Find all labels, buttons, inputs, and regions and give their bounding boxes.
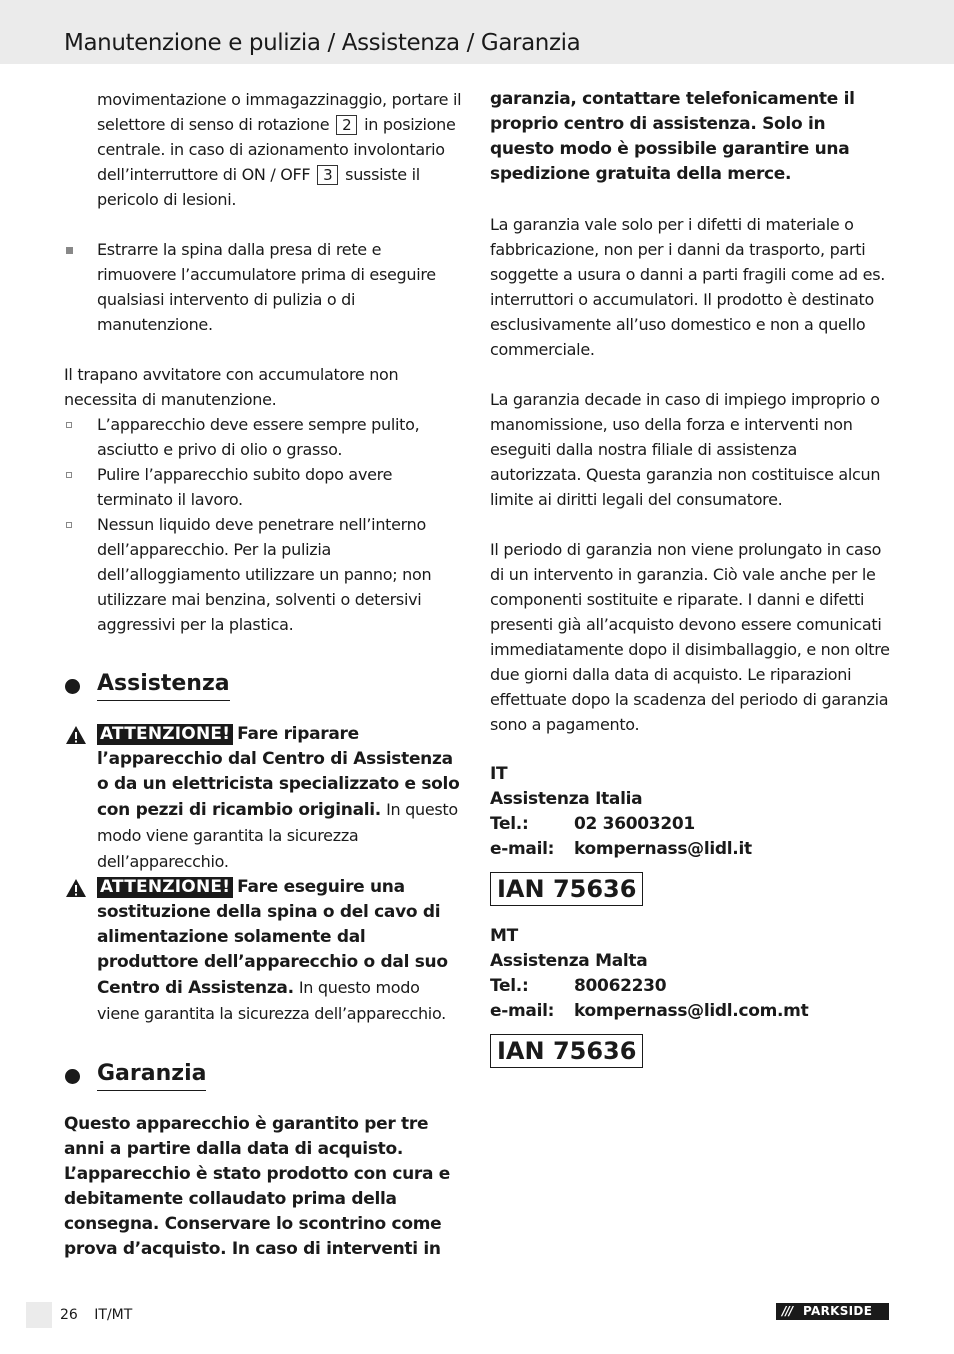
section-garanzia bbox=[64, 1060, 464, 1092]
attention-label: ATTENZIONE! bbox=[97, 877, 233, 898]
language-code: IT/MT bbox=[94, 1307, 133, 1323]
list-item: Pulire l’apparecchio subito dopo avere terminato il lavoro. bbox=[64, 462, 464, 512]
footer bbox=[60, 1305, 144, 1325]
phone-row: Tel.: 80062230 bbox=[490, 976, 667, 996]
left-column bbox=[64, 87, 464, 1262]
country-code: IT bbox=[490, 764, 508, 784]
ian-box: IAN 75636 bbox=[490, 1034, 643, 1068]
maintenance-intro: Il trapano avvitatore con accumulatore non necessita di manutenzione. bbox=[64, 365, 399, 409]
section-title: Garanzia bbox=[97, 1060, 206, 1091]
checkbox-bullet-icon bbox=[66, 472, 72, 478]
page-title: Manutenzione e pulizia / Assistenza / Garanzia bbox=[64, 30, 581, 56]
warranty-paragraph: La garanzia decade in caso di impiego improprio o manomissione, uso della forza e interventi non eseguiti dalla nostra filiale di assistenza autorizzata. Questa garanzia non costituisce alcun limite ai diritti legali del consumatore. bbox=[490, 390, 881, 509]
phone-number: 02 36003201 bbox=[574, 814, 695, 834]
warranty-paragraph: Il periodo di garanzia non viene prolungato in caso di un intervento in garanzia. Ciò vale anche per le componenti sostituite e riparate. I danni e difetti presenti già all’acquisto devono essere comunicati immediatamente dopo il disimballaggio, e non oltre due giorni dalla data di acquisto. Le riparazioni effettuate dopo la scadenza del periodo di garanzia sono a pagamento. bbox=[490, 540, 890, 734]
garanzia-intro: Questo apparecchio è garantito per tre anni a partire dalla data di acquisto. L’apparecchio è stato prodotto con cura e debitamente collaudato prima della consegna. Conservare lo scontrino come prova d’acquisto. In caso di interventi in bbox=[64, 1114, 451, 1259]
service-center-name: Assistenza Malta bbox=[490, 951, 648, 971]
phone-row: Tel.: 02 36003201 bbox=[490, 814, 695, 834]
contact-block-mt bbox=[490, 924, 890, 1068]
section-dot-icon bbox=[65, 679, 80, 694]
phone-number: 80062230 bbox=[574, 976, 667, 996]
checkbox-bullet-icon bbox=[66, 422, 72, 428]
attention-label: ATTENZIONE! bbox=[97, 724, 233, 745]
checkbox-bullet-icon bbox=[66, 522, 72, 528]
section-title: Assistenza bbox=[97, 670, 230, 701]
contact-block-it bbox=[490, 762, 890, 906]
warning-triangle-icon bbox=[65, 725, 87, 745]
key-reference-3: 3 bbox=[317, 165, 338, 185]
key-reference-2: 2 bbox=[336, 115, 357, 135]
footer-marker bbox=[26, 1302, 52, 1328]
right-column bbox=[490, 87, 890, 1068]
email-row: e-mail: kompernass@lidl.it bbox=[490, 839, 752, 859]
country-code: MT bbox=[490, 926, 518, 946]
email-address: kompernass@lidl.it bbox=[574, 839, 752, 859]
service-center-name: Assistenza Italia bbox=[490, 789, 643, 809]
section-dot-icon bbox=[65, 1069, 80, 1084]
email-row: e-mail: kompernass@lidl.com.mt bbox=[490, 1001, 809, 1021]
garanzia-continued: garanzia, contattare telefonicamente il proprio centro di assistenza. Solo in questo modo è possibile garantire una spedizione gratuita della merce. bbox=[490, 89, 855, 184]
ian-box: IAN 75636 bbox=[490, 872, 643, 906]
warning-triangle-icon bbox=[65, 878, 87, 898]
square-bullet-icon bbox=[66, 247, 73, 254]
page-header bbox=[0, 0, 954, 64]
warranty-paragraph: La garanzia vale solo per i difetti di materiale o fabbricazione, non per i danni da trasporto, parti soggette a usura o danni a parti fragili come ad es. interruttori o accumulatori. Il prodotto è destinato esclusivamente all’uso domestico e non a quello commerciale. bbox=[490, 215, 886, 359]
parkside-logo: /// PARKSIDE bbox=[776, 1303, 889, 1320]
list-item: L’apparecchio deve essere sempre pulito, asciutto e privo di olio o grasso. bbox=[64, 412, 464, 462]
bullet-unplug: Estrarre la spina dalla presa di rete e rimuovere l’accumulatore prima di eseguire qualsiasi intervento di pulizia o di manutenzione. bbox=[64, 237, 464, 337]
list-item: Nessun liquido deve penetrare nell’interno dell’apparecchio. Per la pulizia dell’alloggiamento utilizzare un panno; non utilizzare mai benzina, solventi o detersivi aggressivi per la plastica. bbox=[64, 512, 464, 637]
continued-safety-text: movimentazione o immagazzinaggio, portare il selettore di senso di rotazione 2 in posizione centrale. in caso di azionamento involontario dell’interruttore di ON / OFF 3 sussiste il pericolo di lesioni. bbox=[97, 90, 462, 209]
page-number: 26 bbox=[60, 1307, 78, 1323]
warning-block: ATTENZIONE! Fare riparare l’apparecchio dal Centro di Assistenza o da un elettricista specializzato e solo con pezzi di ricambio originali. In questo modo viene garantita la sicurezza dell’apparecchio. bbox=[64, 722, 464, 875]
warning-block: ATTENZIONE! Fare eseguire una sostituzione della spina o del cavo di alimentazione solamente dal produttore dell’apparecchio o dal suo Centro di Assistenza. In questo modo viene garantita la sicurezza dell’apparecchio. bbox=[64, 875, 464, 1027]
email-address: kompernass@lidl.com.mt bbox=[574, 1001, 809, 1021]
section-assistenza bbox=[64, 670, 464, 702]
